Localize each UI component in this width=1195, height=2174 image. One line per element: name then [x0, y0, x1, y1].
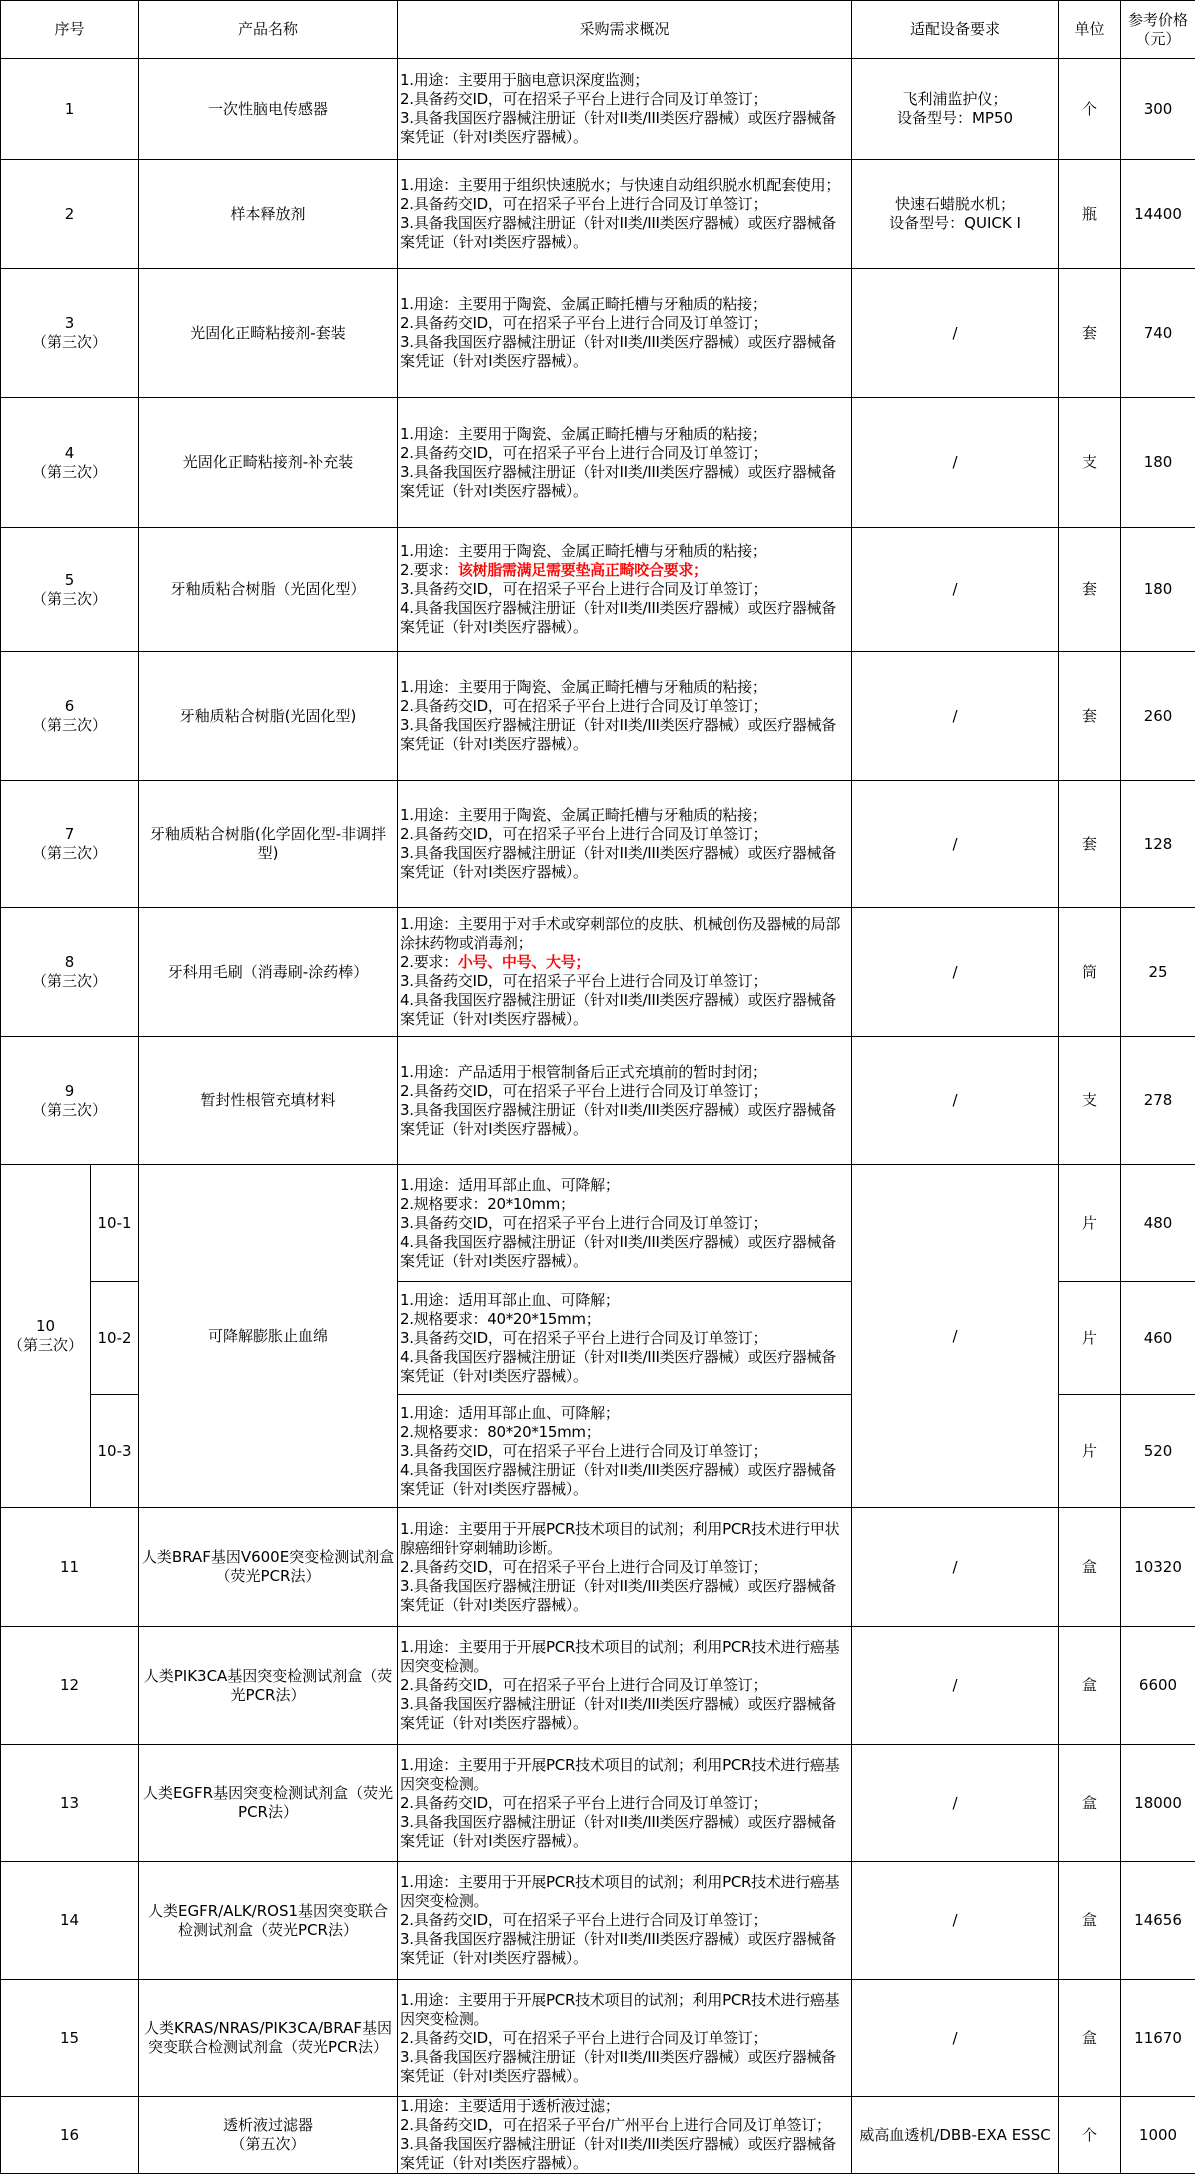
requirement-line: [400, 1638, 849, 1676]
requirement-line: [400, 1991, 849, 2029]
table-row: [1, 652, 1195, 781]
requirement-line: [400, 972, 849, 991]
unit: 套: [1059, 781, 1121, 908]
requirement-line: [400, 1442, 849, 1461]
table-row: [1, 1862, 1195, 1980]
header-no: 序号: [1, 1, 139, 59]
requirement-line: [400, 1558, 849, 1577]
row-number: [1, 2097, 139, 2174]
header-price: 参考价格（元）: [1121, 1, 1195, 59]
requirement-text: 3.具备我国医疗器械注册证（针对II类/III类医疗器械）或医疗器械备案凭证（针对I类医疗器械）。: [400, 214, 836, 251]
device-requirement: 威高血透机/DBB-EXA ESSC: [852, 2097, 1059, 2174]
requirement-text: 2.具备药交ID，可在招采子平台上进行合同及订单签订；: [400, 1911, 767, 1929]
requirement-line: [400, 295, 849, 314]
requirement-text: 1.用途：主要用于陶瓷、金属正畸托槽与牙釉质的粘接；: [400, 295, 767, 313]
unit: 筒: [1059, 908, 1121, 1037]
requirement-line: [400, 1101, 849, 1139]
row-number-value: 8: [3, 953, 136, 972]
requirement-line: [400, 599, 849, 637]
row-batch-label: （第三次）: [3, 1101, 136, 1120]
requirement-line: [400, 2029, 849, 2048]
unit: 片: [1059, 1395, 1121, 1508]
table-row: [1, 398, 1195, 528]
row-number: [1, 1745, 139, 1862]
requirement-line: [400, 90, 849, 109]
unit: 套: [1059, 652, 1121, 781]
reference-price: 10320: [1121, 1508, 1195, 1627]
row-number-value: 13: [3, 1794, 136, 1813]
table-row: [1, 1037, 1195, 1165]
table-row: [1, 1508, 1195, 1627]
table-row: [1, 781, 1195, 908]
requirement-description: [398, 1282, 852, 1395]
header-unit: 单位: [1059, 1, 1121, 59]
requirement-description: [398, 269, 852, 398]
requirement-line: [400, 1794, 849, 1813]
row-batch-label: （第三次）: [3, 844, 136, 863]
requirement-line: [400, 1329, 849, 1348]
requirement-text: 4.具备我国医疗器械注册证（针对II类/III类医疗器械）或医疗器械备案凭证（针对I类医疗器械）。: [400, 599, 836, 636]
requirement-line: [400, 425, 849, 444]
requirement-description: [398, 908, 852, 1037]
row-number: [1, 398, 139, 528]
row-number-value: 11: [3, 1558, 136, 1577]
row-batch-label: （第三次）: [3, 1336, 88, 1355]
requirement-text: 2.具备药交ID，可在招采子平台上进行合同及订单签订；: [400, 444, 767, 462]
row-number: [1, 1165, 91, 1508]
requirement-text: 2.要求：: [400, 561, 458, 579]
requirement-text: 1.用途：主要用于开展PCR技术项目的试剂；利用PCR技术进行甲状腺癌细针穿刺辅助诊断。: [400, 1520, 839, 1557]
requirement-text: 4.具备我国医疗器械注册证（针对II类/III类医疗器械）或医疗器械备案凭证（针对I类医疗器械）。: [400, 1233, 836, 1270]
unit: 瓶: [1059, 160, 1121, 269]
requirement-line: [400, 195, 849, 214]
row-number: [1, 528, 139, 652]
reference-price: 14656: [1121, 1862, 1195, 1980]
requirement-text: 2.具备药交ID，可在招采子平台上进行合同及订单签订；: [400, 697, 767, 715]
row-number-value: 6: [3, 697, 136, 716]
unit: 盒: [1059, 1508, 1121, 1627]
requirement-line: [400, 716, 849, 754]
requirement-text: 1.用途：主要用于对手术或穿刺部位的皮肤、机械创伤及器械的局部涂抹药物或消毒剂；: [400, 915, 840, 952]
requirement-text: 4.具备我国医疗器械注册证（针对II类/III类医疗器械）或医疗器械备案凭证（针对I类医疗器械）。: [400, 1348, 836, 1385]
device-requirement: /: [852, 1627, 1059, 1745]
header-device: 适配设备要求: [852, 1, 1059, 59]
requirement-line: [400, 580, 849, 599]
product-name: 光固化正畸粘接剂-套装: [139, 269, 398, 398]
row-number-value: 4: [3, 444, 136, 463]
requirement-text: 1.用途：产品适用于根管制备后正式充填前的暂时封闭；: [400, 1063, 767, 1081]
reference-price: 740: [1121, 269, 1195, 398]
reference-price: 25: [1121, 908, 1195, 1037]
device-requirement: /: [852, 1037, 1059, 1165]
device-requirement: /: [852, 1165, 1059, 1508]
reference-price: 128: [1121, 781, 1195, 908]
reference-price: 460: [1121, 1282, 1195, 1395]
requirement-description: [398, 1395, 852, 1508]
device-requirement: /: [852, 781, 1059, 908]
unit: 支: [1059, 398, 1121, 528]
requirement-line: [400, 109, 849, 147]
requirement-text: 3.具备我国医疗器械注册证（针对II类/III类医疗器械）或医疗器械备案凭证（针对I类医疗器械）。: [400, 1695, 836, 1732]
requirement-line: [400, 825, 849, 844]
product-name: 光固化正畸粘接剂-补充装: [139, 398, 398, 528]
requirement-text: 2.具备药交ID，可在招采子平台上进行合同及订单签订；: [400, 90, 767, 108]
reference-price: 18000: [1121, 1745, 1195, 1862]
device-requirement: /: [852, 1745, 1059, 1862]
sub-item-number: 10-1: [91, 1165, 139, 1282]
requirement-line: [400, 1577, 849, 1615]
header-row: [1, 1, 1195, 59]
table-row: [1, 1627, 1195, 1745]
requirement-line: [400, 176, 849, 195]
product-name: 牙釉质粘合树脂(光固化型): [139, 652, 398, 781]
row-number: [1, 269, 139, 398]
requirement-text: 3.具备药交ID，可在招采子平台上进行合同及订单签订；: [400, 1442, 767, 1460]
requirement-text: 2.具备药交ID，可在招采子平台上进行合同及订单签订；: [400, 1794, 767, 1812]
requirement-description: [398, 1862, 852, 1980]
device-requirement: /: [852, 1980, 1059, 2097]
requirement-text: 3.具备我国医疗器械注册证（针对II类/III类医疗器械）或医疗器械备案凭证（针对I类医疗器械）。: [400, 844, 836, 881]
requirement-line: [400, 1461, 849, 1499]
reference-price: 520: [1121, 1395, 1195, 1508]
row-number: [1, 1508, 139, 1627]
table-row: [1, 1980, 1195, 2097]
reference-price: 180: [1121, 528, 1195, 652]
product-name: 人类BRAF基因V600E突变检测试剂盒（荧光PCR法）: [139, 1508, 398, 1627]
product-name: 一次性脑电传感器: [139, 59, 398, 160]
requirement-text: 3.具备我国医疗器械注册证（针对II类/III类医疗器械）或医疗器械备案凭证（针对I类医疗器械）。: [400, 1577, 836, 1614]
reference-price: 260: [1121, 652, 1195, 781]
requirement-text: 1.用途：适用耳部止血、可降解；: [400, 1404, 620, 1422]
reference-price: 180: [1121, 398, 1195, 528]
requirement-line: [400, 1676, 849, 1695]
requirement-line: [400, 1233, 849, 1271]
requirement-line: [400, 1520, 849, 1558]
requirement-text: 1.用途：适用耳部止血、可降解；: [400, 1291, 620, 1309]
requirement-text: 1.用途：主要用于陶瓷、金属正畸托槽与牙釉质的粘接；: [400, 678, 767, 696]
requirement-text: 2.具备药交ID，可在招采子平台/广州平台上进行合同及订单签订；: [400, 2116, 831, 2134]
unit: 盒: [1059, 1627, 1121, 1745]
table-row: [1, 269, 1195, 398]
requirement-line: [400, 991, 849, 1029]
requirement-text: 2.具备药交ID，可在招采子平台上进行合同及订单签订；: [400, 2029, 767, 2047]
requirement-text: 1.用途：主要用于开展PCR技术项目的试剂；利用PCR技术进行癌基因突变检测。: [400, 1873, 839, 1910]
requirement-text: 3.具备我国医疗器械注册证（针对II类/III类医疗器械）或医疗器械备案凭证（针对I类医疗器械）。: [400, 463, 836, 500]
requirement-line: [400, 1176, 849, 1195]
requirement-text: 3.具备我国医疗器械注册证（针对II类/III类医疗器械）或医疗器械备案凭证（针对I类医疗器械）。: [400, 109, 836, 146]
sub-item-number: 10-3: [91, 1395, 139, 1508]
reference-price: 14400: [1121, 160, 1195, 269]
requirement-text: 1.用途：主要用于开展PCR技术项目的试剂；利用PCR技术进行癌基因突变检测。: [400, 1638, 839, 1675]
requirement-text: 4.具备我国医疗器械注册证（针对II类/III类医疗器械）或医疗器械备案凭证（针对I类医疗器械）。: [400, 1461, 836, 1498]
device-requirement: /: [852, 398, 1059, 528]
requirement-line: [400, 1404, 849, 1423]
table-row: [1, 2097, 1195, 2174]
requirement-description: [398, 1745, 852, 1862]
unit: 个: [1059, 2097, 1121, 2174]
product-name: 牙釉质粘合树脂（光固化型）: [139, 528, 398, 652]
requirement-line: [400, 2135, 849, 2173]
requirement-line: [400, 678, 849, 697]
product-name: 牙科用毛刷（消毒刷-涂药棒）: [139, 908, 398, 1037]
requirement-text: 3.具备药交ID，可在招采子平台上进行合同及订单签订；: [400, 972, 767, 990]
requirement-description: [398, 59, 852, 160]
row-number: [1, 1980, 139, 2097]
unit: 支: [1059, 1037, 1121, 1165]
header-desc: 采购需求概况: [398, 1, 852, 59]
requirement-line: [400, 1291, 849, 1310]
requirement-line: [400, 1873, 849, 1911]
table-row: [1, 160, 1195, 269]
requirement-description: [398, 398, 852, 528]
requirement-text: 3.具备我国医疗器械注册证（针对II类/III类医疗器械）或医疗器械备案凭证（针对I类医疗器械）。: [400, 716, 836, 753]
requirement-text: 2.具备药交ID，可在招采子平台上进行合同及订单签订；: [400, 195, 767, 213]
reference-price: 11670: [1121, 1980, 1195, 2097]
requirement-text: 3.具备药交ID，可在招采子平台上进行合同及订单签订；: [400, 580, 767, 598]
device-requirement: /: [852, 1862, 1059, 1980]
requirement-text: 3.具备药交ID，可在招采子平台上进行合同及订单签订；: [400, 1329, 767, 1347]
product-name: 人类PIK3CA基因突变检测试剂盒（荧光PCR法）: [139, 1627, 398, 1745]
requirement-text: 3.具备我国医疗器械注册证（针对II类/III类医疗器械）或医疗器械备案凭证（针对I类医疗器械）。: [400, 1930, 836, 1967]
product-name: 暂封性根管充填材料: [139, 1037, 398, 1165]
unit: 盒: [1059, 1980, 1121, 2097]
row-number: [1, 1627, 139, 1745]
unit: 个: [1059, 59, 1121, 160]
row-number: [1, 160, 139, 269]
requirement-line: [400, 2048, 849, 2086]
requirement-line: [400, 697, 849, 716]
table-row: [1, 1745, 1195, 1862]
product-name: 牙釉质粘合树脂(化学固化型-非调拌型): [139, 781, 398, 908]
product-name: 人类EGFR基因突变检测试剂盒（荧光PCR法）: [139, 1745, 398, 1862]
requirement-text: 1.用途：主要适用于透析液过滤；: [400, 2097, 620, 2115]
requirement-text: 3.具备我国医疗器械注册证（针对II类/III类医疗器械）或医疗器械备案凭证（针对I类医疗器械）。: [400, 1101, 836, 1138]
product-name: 人类KRAS/NRAS/PIK3CA/BRAF基因突变联合检测试剂盒（荧光PCR法）: [139, 1980, 398, 2097]
reference-price: 1000: [1121, 2097, 1195, 2174]
unit: 盒: [1059, 1745, 1121, 1862]
requirement-text: 1.用途：主要用于陶瓷、金属正畸托槽与牙釉质的粘接；: [400, 542, 767, 560]
row-number: [1, 781, 139, 908]
requirement-line: [400, 1756, 849, 1794]
requirement-line: [400, 1813, 849, 1851]
row-number-value: 9: [3, 1082, 136, 1101]
requirement-text: 2.具备药交ID，可在招采子平台上进行合同及订单签订；: [400, 314, 767, 332]
table-row: [1, 59, 1195, 160]
requirement-line: [400, 333, 849, 371]
requirement-line: [400, 915, 849, 953]
requirement-description: [398, 781, 852, 908]
table-row: [1, 528, 1195, 652]
requirement-description: [398, 1627, 852, 1745]
requirement-text: 3.具备我国医疗器械注册证（针对II类/III类医疗器械）或医疗器械备案凭证（针对I类医疗器械）。: [400, 1813, 836, 1850]
requirement-text: 1.用途：主要用于组织快速脱水；与快速自动组织脱水机配套使用；: [400, 176, 840, 194]
requirement-text: 1.用途：主要用于脑电意识深度监测；: [400, 71, 649, 89]
requirement-text: 1.用途：适用耳部止血、可降解；: [400, 1176, 620, 1194]
requirement-highlight: 小号、中号、大号；: [458, 953, 590, 971]
requirement-line: [400, 444, 849, 463]
requirement-text: 1.用途：主要用于开展PCR技术项目的试剂；利用PCR技术进行癌基因突变检测。: [400, 1991, 839, 2028]
unit: 盒: [1059, 1862, 1121, 1980]
requirement-line: [400, 953, 849, 972]
device-requirement: 飞利浦监护仪； 设备型号：MP50: [852, 59, 1059, 160]
reference-price: 300: [1121, 59, 1195, 160]
requirement-text: 2.规格要求：80*20*15mm；: [400, 1423, 600, 1441]
requirement-description: [398, 528, 852, 652]
product-name: 可降解膨胀止血绵: [139, 1165, 398, 1508]
requirement-text: 1.用途：主要用于陶瓷、金属正畸托槽与牙釉质的粘接；: [400, 425, 767, 443]
unit: 套: [1059, 269, 1121, 398]
table-row: [1, 1165, 1195, 1282]
requirement-text: 2.规格要求：40*20*15mm；: [400, 1310, 600, 1328]
product-name: 样本释放剂: [139, 160, 398, 269]
requirement-text: 1.用途：主要用于开展PCR技术项目的试剂；利用PCR技术进行癌基因突变检测。: [400, 1756, 839, 1793]
device-requirement: /: [852, 908, 1059, 1037]
row-number-value: 10: [3, 1317, 88, 1336]
requirement-line: [400, 1195, 849, 1214]
row-number: [1, 59, 139, 160]
requirement-line: [400, 561, 849, 580]
requirement-line: [400, 71, 849, 90]
requirement-text: 2.具备药交ID，可在招采子平台上进行合同及订单签订；: [400, 1676, 767, 1694]
requirement-line: [400, 2116, 849, 2135]
requirement-text: 2.具备药交ID，可在招采子平台上进行合同及订单签订；: [400, 825, 767, 843]
reference-price: 480: [1121, 1165, 1195, 1282]
row-batch-label: （第三次）: [3, 716, 136, 735]
row-batch-label: （第三次）: [3, 333, 136, 352]
row-number-value: 16: [3, 2126, 136, 2145]
requirement-text: 2.具备药交ID，可在招采子平台上进行合同及订单签订；: [400, 1082, 767, 1100]
row-number-value: 2: [3, 205, 136, 224]
row-number-value: 5: [3, 571, 136, 590]
requirement-line: [400, 806, 849, 825]
requirement-highlight: 该树脂需满足需要垫高正畸咬合要求；: [458, 561, 708, 579]
row-number: [1, 1037, 139, 1165]
row-number: [1, 1862, 139, 1980]
device-requirement: /: [852, 652, 1059, 781]
requirement-line: [400, 1348, 849, 1386]
requirement-text: 2.具备药交ID，可在招采子平台上进行合同及订单签订；: [400, 1558, 767, 1576]
row-batch-label: （第三次）: [3, 972, 136, 991]
row-number-value: 15: [3, 2029, 136, 2048]
requirement-text: 3.具备我国医疗器械注册证（针对II类/III类医疗器械）或医疗器械备案凭证（针对I类医疗器械）。: [400, 333, 836, 370]
row-number-value: 1: [3, 100, 136, 119]
unit: 套: [1059, 528, 1121, 652]
requirement-line: [400, 1695, 849, 1733]
sub-item-number: 10-2: [91, 1282, 139, 1395]
requirement-text: 4.具备我国医疗器械注册证（针对II类/III类医疗器械）或医疗器械备案凭证（针对I类医疗器械）。: [400, 991, 836, 1028]
row-batch-label: （第三次）: [3, 463, 136, 482]
row-number-value: 3: [3, 314, 136, 333]
requirement-line: [400, 542, 849, 561]
row-number-value: 14: [3, 1911, 136, 1930]
requirement-description: [398, 1980, 852, 2097]
requirement-line: [400, 314, 849, 333]
requirement-line: [400, 463, 849, 501]
product-name: 透析液过滤器 （第五次）: [139, 2097, 398, 2174]
row-number: [1, 652, 139, 781]
requirement-line: [400, 2097, 849, 2116]
requirement-line: [400, 1310, 849, 1329]
device-requirement: /: [852, 1508, 1059, 1627]
row-batch-label: （第三次）: [3, 590, 136, 609]
table-row: [1, 908, 1195, 1037]
requirement-description: [398, 1037, 852, 1165]
requirement-text: 2.规格要求：20*10mm；: [400, 1195, 575, 1213]
requirement-line: [400, 214, 849, 252]
requirement-line: [400, 1082, 849, 1101]
requirement-line: [400, 1423, 849, 1442]
requirement-text: 3.具备药交ID，可在招采子平台上进行合同及订单签订；: [400, 1214, 767, 1232]
requirement-description: [398, 1508, 852, 1627]
unit: 片: [1059, 1165, 1121, 1282]
requirement-line: [400, 1214, 849, 1233]
reference-price: 278: [1121, 1037, 1195, 1165]
row-number: [1, 908, 139, 1037]
requirement-text: 2.要求：: [400, 953, 458, 971]
device-requirement: /: [852, 528, 1059, 652]
reference-price: 6600: [1121, 1627, 1195, 1745]
device-requirement: 快速石蜡脱水机； 设备型号：QUICK Ⅰ: [852, 160, 1059, 269]
requirement-description: [398, 2097, 852, 2174]
header-name: 产品名称: [139, 1, 398, 59]
unit: 片: [1059, 1282, 1121, 1395]
requirement-text: 1.用途：主要用于陶瓷、金属正畸托槽与牙釉质的粘接；: [400, 806, 767, 824]
row-number-value: 7: [3, 825, 136, 844]
requirement-line: [400, 844, 849, 882]
row-number-value: 12: [3, 1676, 136, 1695]
device-requirement: /: [852, 269, 1059, 398]
requirement-text: 3.具备我国医疗器械注册证（针对II类/III类医疗器械）或医疗器械备案凭证（针对I类医疗器械）。: [400, 2048, 836, 2085]
requirement-line: [400, 1930, 849, 1968]
requirement-text: 3.具备我国医疗器械注册证（针对II类/III类医疗器械）或医疗器械备案凭证（针对I类医疗器械）。: [400, 2135, 836, 2172]
product-name: 人类EGFR/ALK/ROS1基因突变联合检测试剂盒（荧光PCR法）: [139, 1862, 398, 1980]
requirement-line: [400, 1063, 849, 1082]
requirement-description: [398, 160, 852, 269]
requirement-line: [400, 1911, 849, 1930]
requirement-description: [398, 1165, 852, 1282]
requirement-description: [398, 652, 852, 781]
